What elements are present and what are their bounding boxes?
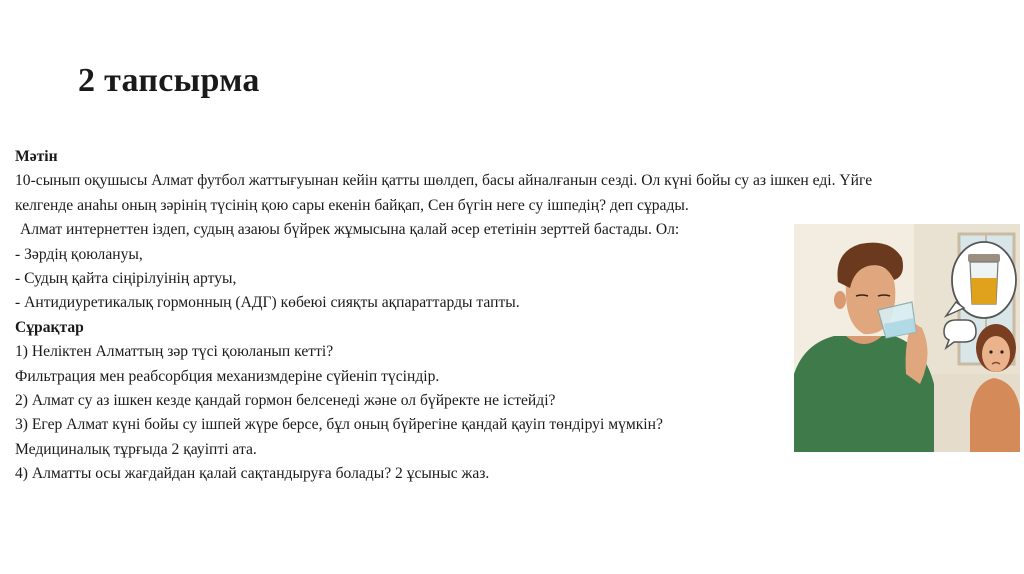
text-line: - Зәрдің қоюлануы, [15,245,143,263]
text-line: - Антидиуретикалық гормонның (АДГ) көбеюі сияқты ақпараттарды тапты. [15,294,520,312]
question-line: 2) Алмат су аз ішкен кезде қандай гормон белсенеді және ол бүйректе не істейді? [15,392,556,410]
slide-title: 2 тапсырма [78,62,260,99]
question-line: Медициналық тұрғыда 2 қауіпті ата. [15,440,257,458]
text-heading: Мәтін [15,148,58,165]
text-line: келгенде анаһы оның зәрінің түсінің қою сары екенін байқап, Сен бүгін неге су ішпедің? деп сұрады. [15,196,689,214]
text-line: - Судың қайта сіңірілуінің артуы, [15,270,237,288]
text-line: Алмат интернеттен іздеп, судың азаюы бүйрек жұмысына қалай әсер ететінін зерттей бастады. Ол: [20,221,680,239]
text-line: 10-сынып оқушысы Алмат футбол жаттығуынан кейін қатты шөлдеп, басы айналғанын сезді. Ол күні бойы су аз ішкен еді. Үйге [15,172,873,190]
question-line: Фильтрация мен реабсорбция механизмдеріне сүйеніп түсіндір. [15,367,440,385]
questions-heading: Сұрақтар [15,318,84,336]
boy-drinking-water-illustration [794,224,1020,452]
body-text [15,145,873,487]
question-line: 3) Егер Алмат күні бойы су ішпей жүре берсе, бұл оның бүйрегіне қандай қауіп төндіруі мүмкін? [15,416,663,434]
question-line: 4) Алматты осы жағдайдан қалай сақтандыруға болады? 2 ұсыныс жаз. [15,465,490,483]
question-line: 1) Неліктен Алматтың зәр түсі қоюланып кетті? [15,343,334,361]
